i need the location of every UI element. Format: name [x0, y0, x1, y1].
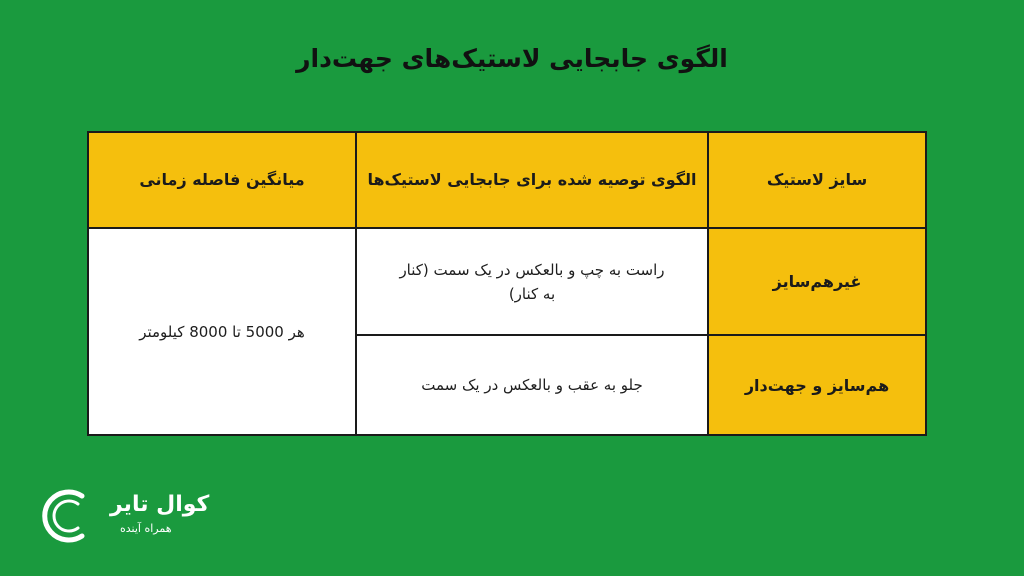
row-size-cell: غیرهم‌سایز — [708, 228, 926, 335]
brand-logo — [38, 486, 210, 546]
row-pattern-cell: جلو به عقب و بالعکس در یک سمت — [356, 335, 708, 435]
logo-name: کوال تایر — [110, 492, 210, 517]
header-tire-size: سایز لاستیک — [708, 132, 926, 228]
header-interval: میانگین فاصله زمانی — [88, 132, 356, 228]
table-row — [88, 228, 926, 335]
row-pattern-cell — [356, 228, 708, 335]
rotation-table — [87, 131, 927, 436]
logo-ring-icon — [38, 486, 102, 546]
row-size-cell: هم‌سایز و جهت‌دار — [708, 335, 926, 435]
logo-tagline: همراه آینده — [120, 522, 172, 535]
interval-cell: هر 5000 تا 8000 کیلومتر — [88, 228, 356, 435]
table-header-row — [88, 132, 926, 228]
header-pattern: الگوی توصیه شده برای جابجایی لاستیک‌ها — [356, 132, 708, 228]
page-title: الگوی جابجایی لاستیک‌های جهت‌دار — [296, 44, 728, 73]
row-pattern-text: راست به چپ و بالعکس در یک سمت (کنار به کنار) — [399, 260, 665, 303]
